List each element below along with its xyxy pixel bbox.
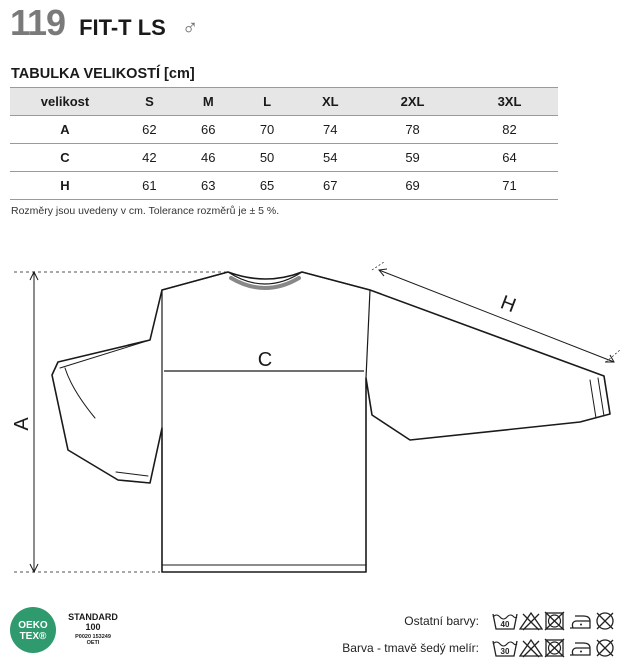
label-h: H [497,291,519,318]
no-tumble-dry-icon [544,611,566,631]
certificate-institute: OETI [86,640,100,646]
table-cell: 70 [238,116,297,144]
row-label: H [10,172,120,200]
table-cell: 54 [296,144,364,172]
header-cell-xl: XL [296,88,364,116]
male-symbol-icon: ♂ [181,15,199,40]
table-cell: 82 [461,116,558,144]
no-dry-clean-icon [594,638,616,658]
iron-icon [567,611,593,631]
table-cell: 74 [296,116,364,144]
measure-line-h [372,262,620,362]
table-cell: 66 [179,116,238,144]
label-a: A [11,417,33,431]
row-label: C [10,144,120,172]
product-number: 119 [10,2,66,43]
oeko-tex-logo [9,606,57,654]
size-table [10,87,558,200]
right-armhole-seam [366,290,370,378]
standard-line-2: 100 [85,622,101,632]
table-cell: 46 [179,144,238,172]
product-header [10,2,198,42]
oeko-logo-text-1: OEKO [18,620,48,631]
table-cell: 78 [364,116,461,144]
measure-line-a [14,272,228,572]
care-label: Ostatní barvy: [404,614,479,628]
no-dry-clean-icon [594,611,616,631]
care-row-dark-grey-melange [342,638,616,658]
wash-temp-label: 40 [500,620,510,629]
wash-40-icon [492,611,518,631]
table-cell: 59 [364,144,461,172]
table-cell: 62 [120,116,179,144]
oeko-logo-text-2: TEX® [19,631,47,642]
table-cell: 69 [364,172,461,200]
table-cell: 64 [461,144,558,172]
header-cell-m: M [179,88,238,116]
table-row [10,144,558,172]
iron-icon [567,638,593,658]
tshirt-measurement-diagram [0,240,630,585]
header-cell-2xl: 2XL [364,88,461,116]
header-cell-size: velikost [10,88,120,116]
header-cell-3xl: 3XL [461,88,558,116]
table-cell: 71 [461,172,558,200]
tolerance-note: Rozměry jsou uvedeny v cm. Tolerance rozměrů je ± 5 %. [11,205,280,217]
standard-100-label [58,612,128,646]
no-bleach-icon [519,611,543,631]
table-cell: 50 [238,144,297,172]
wash-temp-label: 30 [500,647,510,656]
care-row-other-colors [404,611,616,631]
table-cell: 61 [120,172,179,200]
table-row [10,172,558,200]
size-table-header-row [10,88,558,116]
table-cell: 65 [238,172,297,200]
label-c: C [257,349,273,371]
care-label: Barva - tmavě šedý melír: [342,641,479,655]
row-label: A [10,116,120,144]
certificate-code: P0020 153249 [75,634,111,640]
standard-line-1: STANDARD [68,612,118,622]
shirt-outline [52,272,610,572]
wash-30-icon [492,638,518,658]
no-bleach-icon [519,638,543,658]
size-table-title: TABULKA VELIKOSTÍ [cm] [11,66,195,82]
header-cell-s: S [120,88,179,116]
table-cell: 67 [296,172,364,200]
table-row [10,116,558,144]
product-name: FIT-T LS [79,15,166,40]
no-tumble-dry-icon [544,638,566,658]
table-cell: 63 [179,172,238,200]
header-cell-l: L [238,88,297,116]
table-cell: 42 [120,144,179,172]
